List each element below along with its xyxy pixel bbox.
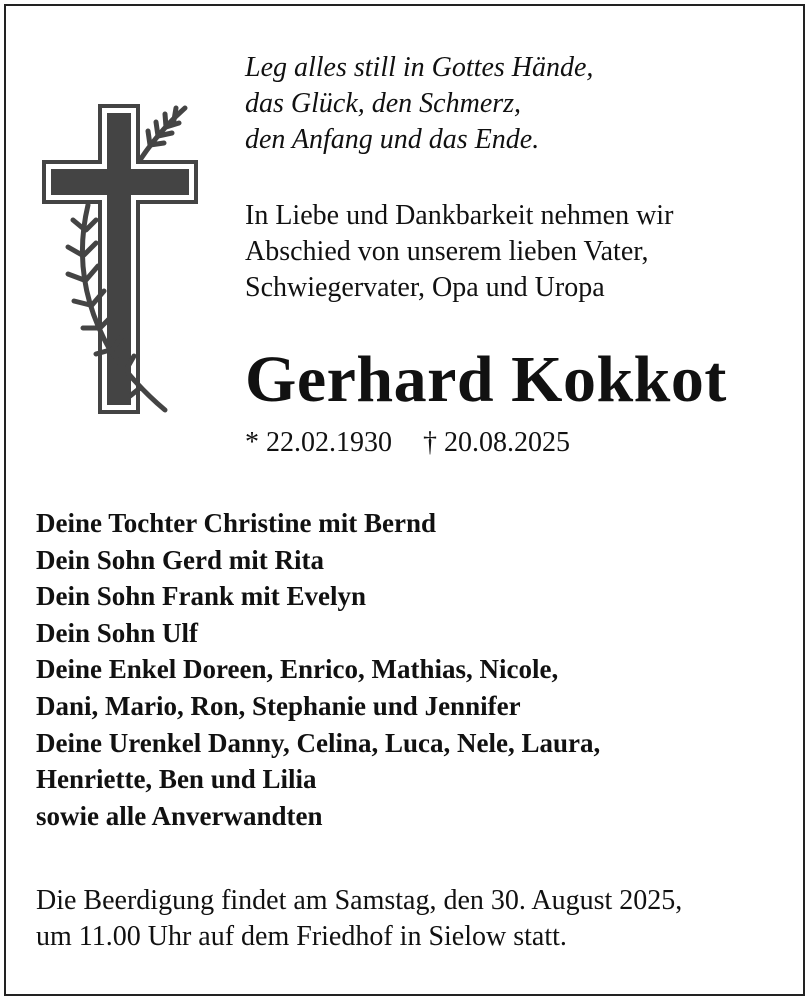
verse-line: Leg alles still in Gottes Hände,	[245, 52, 594, 83]
life-dates	[245, 425, 594, 461]
mourner-line: Dein Sohn Ulf	[36, 617, 199, 648]
mourner-line: Deine Urenkel Danny, Celina, Luca, Nele, Laura,	[36, 727, 601, 758]
verse-line: das Glück, den Schmerz,	[245, 88, 522, 119]
intro-line: In Liebe und Dankbarkeit nehmen wir	[245, 200, 674, 231]
funeral-info	[36, 883, 682, 955]
intro-line: Abschied von unserem lieben Vater,	[245, 236, 649, 267]
verse-line: den Anfang und das Ende.	[245, 124, 540, 155]
mourner-line: sowie alle Anverwandten	[36, 800, 323, 831]
verse	[245, 50, 593, 158]
mourner-line: Dein Sohn Gerd mit Rita	[36, 544, 325, 575]
intro-text	[245, 198, 673, 306]
mourner-line: Dein Sohn Frank mit Evelyn	[36, 581, 367, 612]
mourner-line: Deine Tochter Christine mit Bernd	[36, 508, 436, 538]
mourner-line: Dani, Mario, Ron, Stephanie und Jennifer	[36, 690, 521, 721]
death-date: † 20.08.2025	[423, 427, 570, 458]
funeral-line: um 11.00 Uhr auf dem Friedhof in Sielow statt.	[36, 921, 567, 952]
birth-date: * 22.02.1930	[245, 427, 392, 458]
intro-line: Schwiegervater, Opa und Uropa	[245, 272, 605, 303]
deceased-name: Gerhard Kokkot	[245, 343, 727, 416]
mourner-line: Deine Enkel Doreen, Enrico, Mathias, Nicole,	[36, 654, 559, 685]
mourner-line: Henriette, Ben und Lilia	[36, 764, 317, 795]
funeral-line: Die Beerdigung findet am Samstag, den 30. August 2025,	[36, 885, 683, 916]
cross-with-palm-icon	[40, 100, 200, 420]
mourners-list	[36, 505, 600, 834]
